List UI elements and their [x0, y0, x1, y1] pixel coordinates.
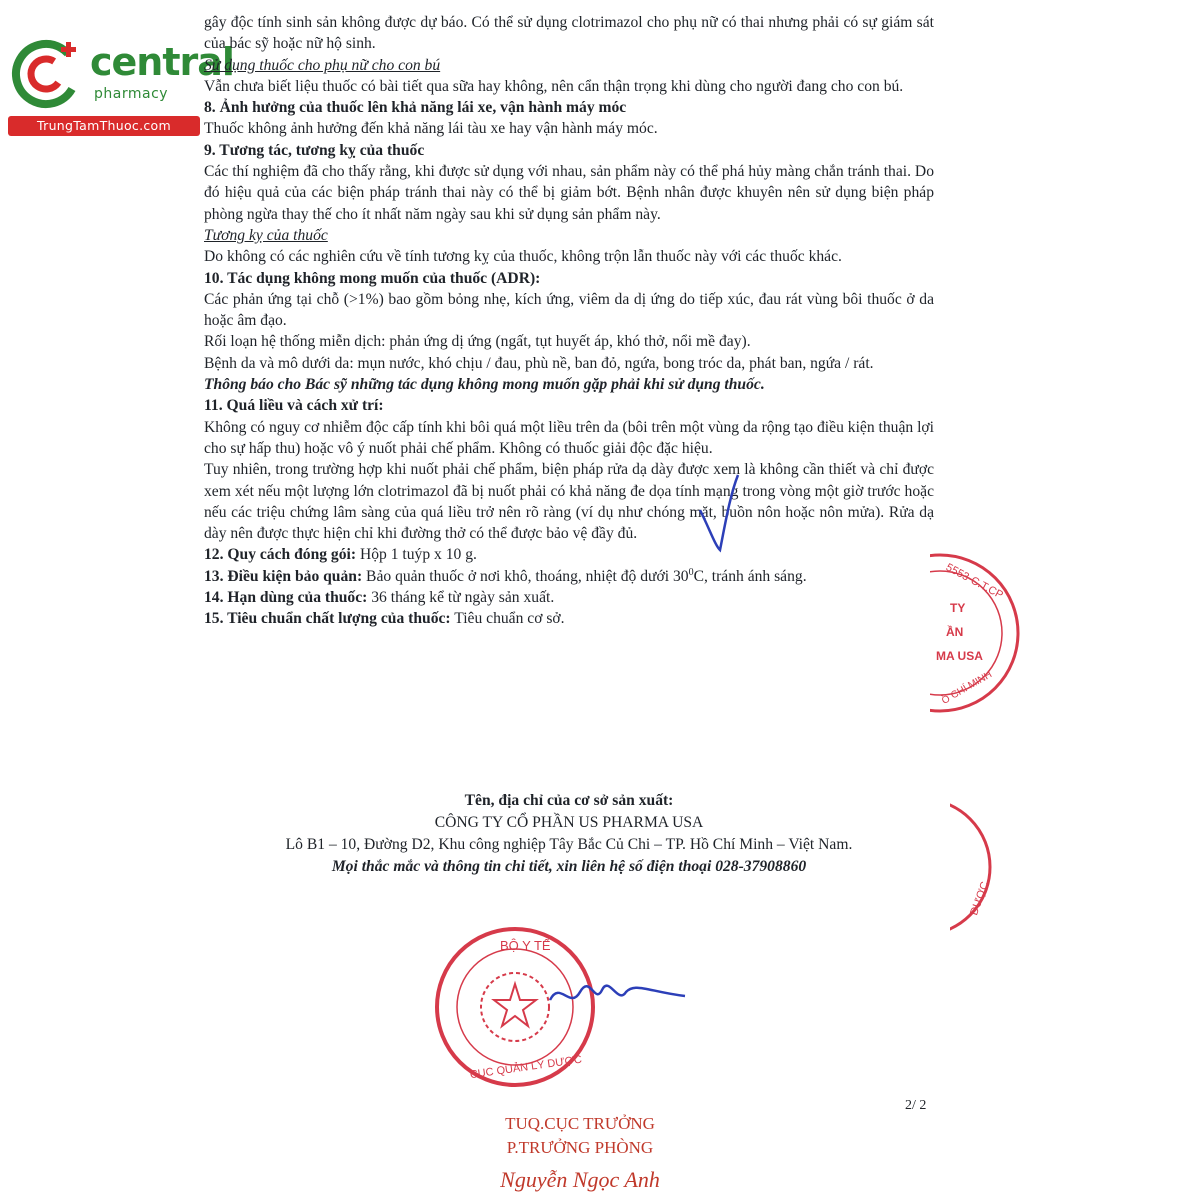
svg-text:Ồ CHÍ MINH: Ồ CHÍ MINH: [939, 669, 995, 707]
central-logo-icon: [8, 36, 88, 116]
signature-block: [430, 1112, 730, 1198]
paragraph: gây độc tính sinh sản không được dự báo. Có thể sử dụng clotrimazol cho phụ nữ có thai nhưng phải có sự giám sát của bác sỹ hoặc nữ hộ sinh.: [204, 14, 934, 53]
item-15: [204, 608, 934, 629]
paragraph: Các thí nghiệm đã cho thấy rằng, khi được sử dụng với nhau, sản phẩm này có thể phá hủy màng chắn tránh thai. Do đó hiệu quả của các biện pháp tránh thai này có thể bị giảm bớt. Bệnh nhân được khuyên nên sử dụng biện pháp phòng ngừa thay thế cho ít nhất năm ngày sau khi sử dụng sản phẩm này.: [204, 163, 934, 223]
manufacturer-heading: Tên, địa chỉ của cơ sở sản xuất:: [464, 792, 674, 809]
svg-text:MA USA: MA USA: [936, 649, 983, 663]
item-value: Tiêu chuẩn cơ sở.: [450, 610, 565, 628]
item-value: 36 tháng kể từ ngày sản xuất.: [367, 589, 555, 607]
degree-superscript: 0: [688, 566, 694, 578]
signature-title-2: P.TRƯỞNG PHÒNG: [506, 1138, 654, 1157]
svg-text:DƯỢC: DƯỢC: [968, 880, 992, 917]
signature-title-1: TUQ.CỤC TRƯỞNG: [505, 1114, 655, 1133]
logo-subtitle: pharmacy: [94, 86, 169, 102]
company-stamp-icon: [930, 548, 1030, 718]
paragraph: Do không có các nghiên cứu về tính tương kỵ của thuốc, không trộn lẫn thuốc này với các thuốc khác.: [204, 248, 842, 266]
svg-text:TY: TY: [950, 601, 966, 615]
check-mark-icon: [690, 470, 750, 560]
paragraph: Rối loạn hệ thống miễn dịch: phản ứng dị ứng (ngất, tụt huyết áp, khó thở, nổi mề đay).: [204, 333, 751, 351]
item-value: Bảo quản thuốc ở nơi khô, thoáng, nhiệt độ dưới 30: [362, 567, 689, 585]
item-13: [204, 566, 934, 587]
paragraph: Thuốc không ảnh hưởng đến khả năng lái tàu xe hay vận hành máy móc.: [204, 120, 658, 138]
svg-text:5553-C.T.CP: 5553-C.T.CP: [943, 561, 1006, 602]
manufacturer-block: [204, 790, 934, 878]
contact-line: Mọi thắc mắc và thông tin chi tiết, xin liên hệ số điện thoại 028-37908860: [331, 858, 807, 875]
section-heading: 10. Tác dụng không mong muốn của thuốc (ADR):: [204, 269, 541, 287]
paragraph: Bệnh da và mô dưới da: mụn nước, khó chịu / đau, phù nề, ban đỏ, ngứa, bong tróc da, phát ban, ngứa / rát.: [204, 354, 874, 372]
ministry-stamp-edge-icon: [950, 795, 1000, 945]
page-number: 2/ 2: [905, 1098, 927, 1113]
svg-text:ẦN: ẦN: [946, 625, 964, 639]
signature-scribble-icon: [540, 970, 690, 1020]
subheading: Tương kỵ của thuốc: [204, 226, 328, 244]
svg-text:BỘ Y TẾ: BỘ Y TẾ: [500, 938, 551, 953]
adr-notice: Thông báo cho Bác sỹ những tác dụng không mong muốn gặp phải khi sử dụng thuốc.: [204, 376, 765, 394]
item-14: [204, 587, 934, 608]
paragraph: Tuy nhiên, trong trường hợp khi nuốt phải chế phẩm, biện pháp rửa dạ dày được xem là không cần thiết và chỉ được xem xét nếu một lượng lớn clotrimazol đã bị nuốt phải có khả năng đe dọa tính mạng trong vòng một giờ trước hoặc nếu các triệu chứng lâm sàng của quá liều trở nên rõ ràng (ví dụ như chóng mặt, buồn nôn hoặc nôn mửa). Rửa dạ dày nên được thực hiện chỉ khi đường thở có thể được bảo vệ đầy đủ.: [204, 461, 934, 543]
document-body: [204, 12, 934, 630]
logo-brand: central: [90, 40, 234, 84]
section-heading: 11. Quá liều và cách xử trí:: [204, 397, 384, 415]
paragraph: Các phản ứng tại chỗ (>1%) bao gồm bỏng nhẹ, kích ứng, viêm da dị ứng do tiếp xúc, đau rát vùng bôi thuốc ở da hoặc âm đạo.: [204, 290, 934, 330]
item-label: 15. Tiêu chuẩn chất lượng của thuốc:: [204, 610, 451, 628]
subheading: Sử dụng thuốc cho phụ nữ cho con bú: [204, 56, 441, 74]
item-label: 14. Hạn dùng của thuốc:: [204, 589, 368, 607]
logo-site-url[interactable]: TrungTamThuoc.com: [8, 116, 200, 136]
paragraph: Vẫn chưa biết liệu thuốc có bài tiết qua sữa hay không, nên cẩn thận trọng khi dùng cho người đang cho con bú.: [204, 77, 904, 95]
item-12: [204, 544, 934, 565]
section-heading: 8. Ảnh hưởng của thuốc lên khả năng lái xe, vận hành máy móc: [204, 99, 627, 117]
central-pharmacy-logo: [8, 36, 234, 136]
item-label: 12. Quy cách đóng gói:: [204, 546, 357, 564]
svg-text:CỤC QUẢN LÝ DƯỢC: CỤC QUẢN LÝ DƯỢC: [469, 1053, 583, 1082]
company-address: Lô B1 – 10, Đường D2, Khu công nghiệp Tây Bắc Củ Chi – TP. Hồ Chí Minh – Việt Nam.: [285, 836, 853, 853]
company-name: CÔNG TY CỔ PHẦN US PHARMA USA: [434, 814, 704, 831]
section-heading: 9. Tương tác, tương kỵ của thuốc: [204, 141, 425, 159]
item-label: 13. Điều kiện bảo quản:: [204, 567, 363, 585]
signatory-name: Nguyễn Ngọc Anh: [500, 1167, 660, 1192]
item-value: Hộp 1 tuýp x 10 g.: [356, 546, 477, 564]
item-value: C, tránh ánh sáng.: [693, 567, 807, 585]
paragraph: Không có nguy cơ nhiễm độc cấp tính khi bôi quá một liều trên da (bôi trên một vùng da rộng tạo điều kiện thuận lợi cho sự hấp thu) hoặc vô ý nuốt phải chế phẩm. Không có thuốc giải độc đặc hiệu.: [204, 418, 934, 457]
